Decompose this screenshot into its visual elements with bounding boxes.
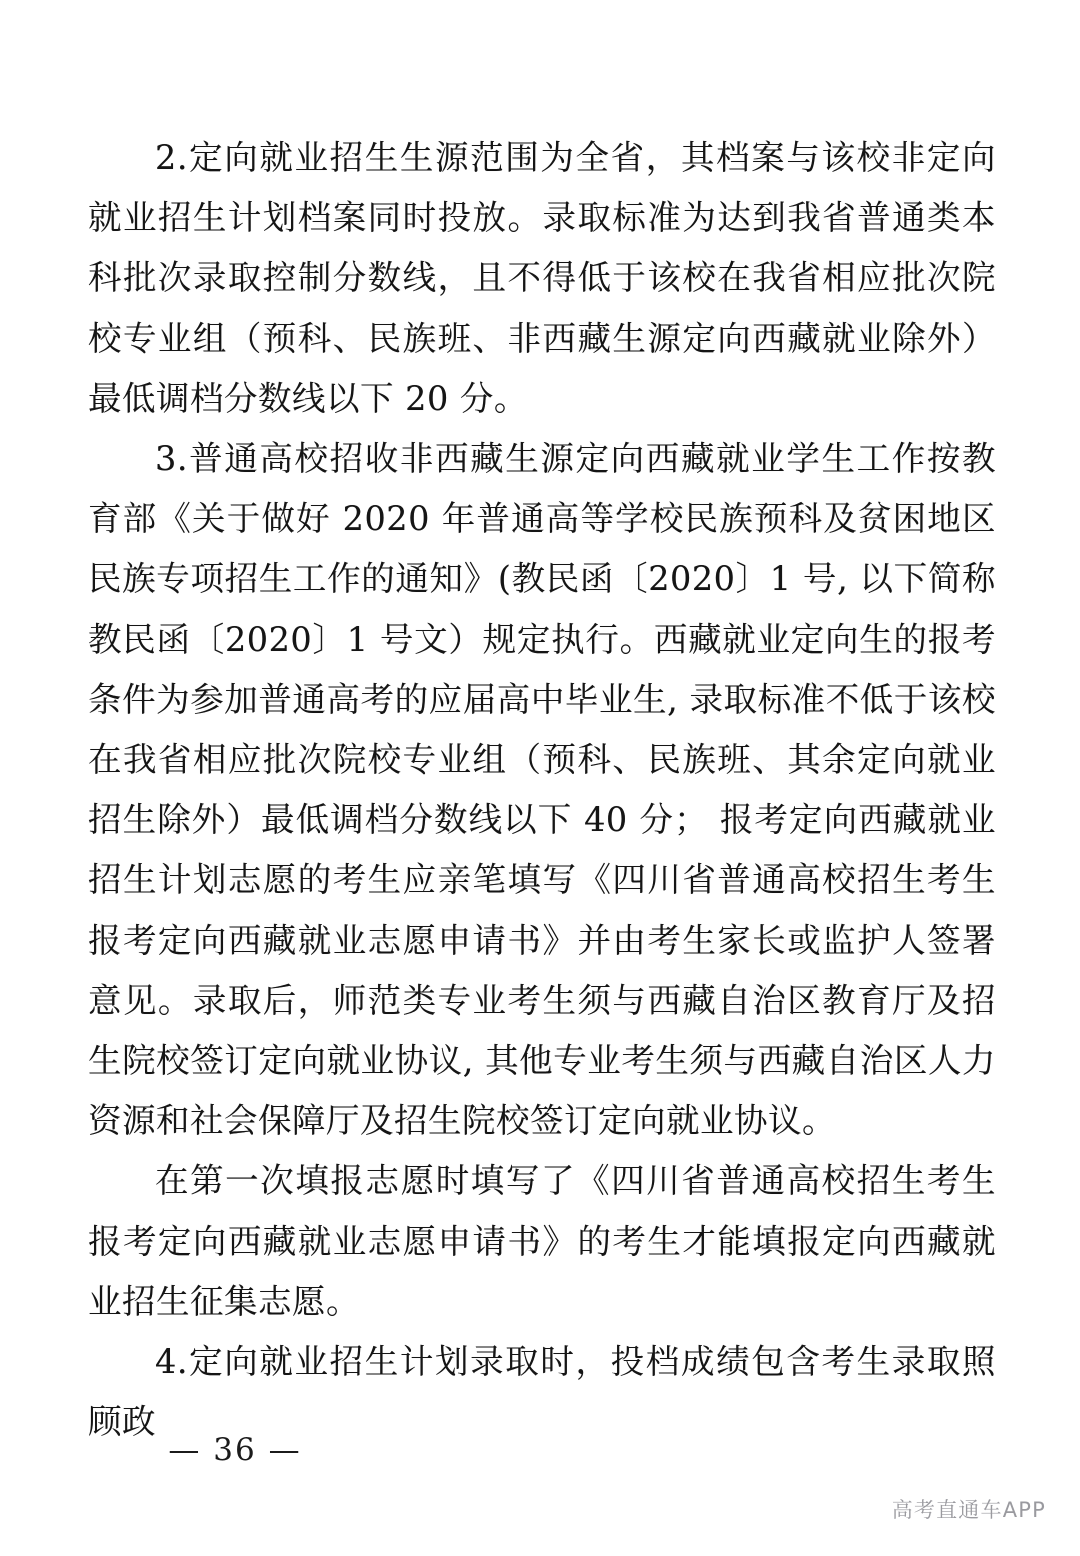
watermark-label: 高考直通车APP [891,1498,1046,1522]
paragraph-item-3: 3.普通高校招收非西藏生源定向西藏就业学生工作按教育部《关于做好 2020 年普通高等学校民族预科及贫困地区民族专项招生工作的通知》(教民函〔2020〕1 号, 以下简称教民函〔2020〕1 号文）规定执行。西藏就业定向生的报考条件为参加普通高考的应届高中毕业生, 录取标准不低于该校在我省相应批次院校专业组（预科、民族班、其余定向就业招生除外）最低调档分数线以下 40 分； 报考定向西藏就业招生计划志愿的考生应亲笔填写《四川省普通高校招生考生报考定向西藏就业志愿申请书》并由考生家长或监护人签署意见。录取后，师范类专业考生须与西藏自治区教育厅及招生院校签订定向就业协议, 其他专业考生须与西藏自治区人力资源和社会保障厅及招生院校签订定向就业协议。 [88,439,996,1141]
paragraph-item-4: 4.定向就业招生计划录取时，投档成绩包含考生录取照顾政 [88,1342,996,1442]
paragraph-item-2: 2.定向就业招生生源范围为全省，其档案与该校非定向就业招生计划档案同时投放。录取标准为达到我省普通类本科批次录取控制分数线，且不得低于该校在我省相应批次院校专业组（预科、民族班、非西藏生源定向西藏就业除外）最低调档分数线以下 20 分。 [88,138,996,418]
document-body [88,128,996,1452]
page-number: — 36 — [168,1432,302,1468]
paragraph-item-3-note: 在第一次填报志愿时填写了《四川省普通高校招生考生报考定向西藏就业志愿申请书》的考生才能填报定向西藏就业招生征集志愿。 [88,1161,996,1321]
